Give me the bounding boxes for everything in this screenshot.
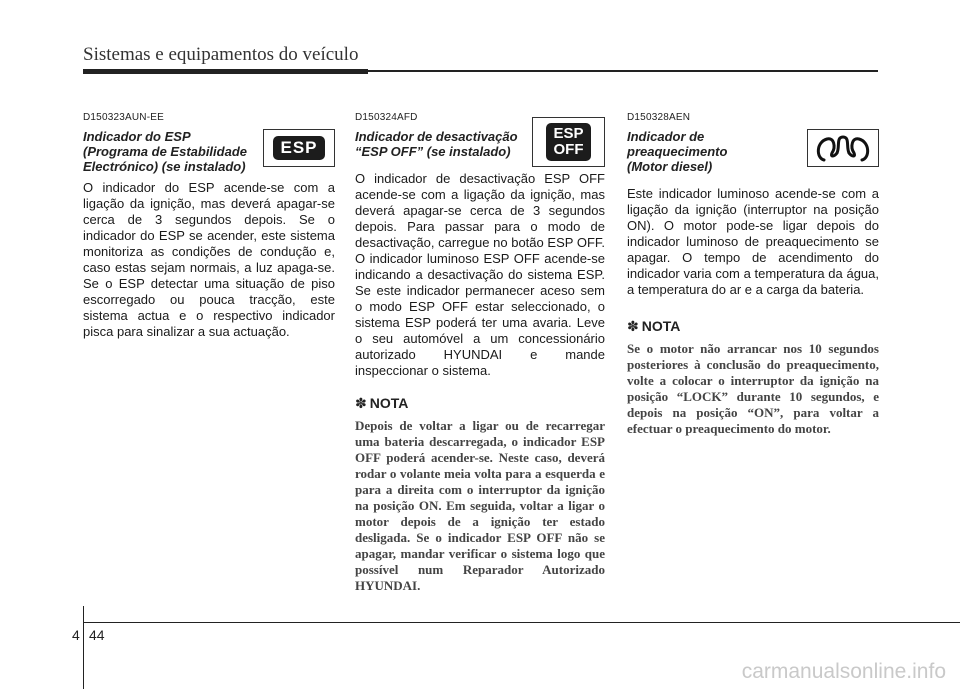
heading-row [83, 129, 335, 174]
section-code: D150324AFD [355, 112, 418, 123]
heading-row [355, 125, 605, 159]
glow-plug-icon [812, 133, 874, 163]
heading-line: “ESP OFF” (se instalado) [355, 144, 511, 159]
heading-line: preaquecimento [627, 144, 728, 159]
heading-row [627, 129, 879, 174]
esp-off-line2: OFF [553, 141, 584, 158]
section-esp [83, 112, 335, 340]
esp-off-indicator-icon [546, 123, 590, 161]
section-preheating [627, 112, 879, 437]
esp-off-line1: ESP [553, 125, 584, 142]
note-body: Se o motor não arrancar nos 10 segundos posteriores à conclusão do preaquecimento, volte a colocar o interruptor da ignição na posição “LOCK” durante 10 segundos, e depois na posição “ON”, para voltar a efectuar o preaquecimento do motor. [627, 341, 879, 436]
note-title-text: NOTA [641, 318, 681, 334]
heading-line: Electrónico) (se instalado) [83, 159, 246, 174]
heading-line: Indicador de [627, 129, 705, 144]
header-rule-thin [368, 70, 878, 72]
note-body: Depois de voltar a ligar ou de recarregar uma bateria descarregada, o indicador ESP OFF poderá acender-se. Neste caso, deverá rodar o volante meia volta para a esquerda e para a direita com o interruptor da ignição na posição ON. Em seguida, voltar a ligar o motor depois de a ignição ter estado desligada. Se o indicador ESP OFF não se apagar, mandar verificar o sistema logo que possível num Reparador Autorizado HYUNDAI. [355, 418, 605, 593]
note-title [355, 395, 605, 412]
note-title-text: NOTA [369, 395, 409, 411]
glow-plug-indicator-box [807, 129, 879, 167]
section-esp-off [355, 112, 605, 594]
section-code: D150328AEN [627, 112, 691, 123]
heading-line: Indicador do ESP [83, 129, 191, 144]
header-rule [83, 69, 368, 74]
section-code: D150323AUN-EE [83, 112, 164, 123]
esp-indicator-box [263, 129, 335, 167]
chapter-number: 4 [72, 627, 80, 643]
footer-horizontal-rule [83, 622, 960, 623]
section-body: Este indicador luminoso acende-se com a ligação da ignição (interruptor na posição ON). O motor pode-se ligar depois do indicador luminoso de preaquecimento se apagar. O tempo de acendimento do indicador varia com a temperatura da água, a temperatura do ar e a carga da bateria. [627, 186, 879, 297]
note-title [627, 318, 879, 335]
watermark: carmanualsonline.info [741, 660, 946, 683]
heading-line: Indicador de desactivação [355, 129, 518, 144]
note-star-icon: ✽ [627, 318, 639, 334]
page-number: 44 [89, 627, 105, 643]
section-body: O indicador de desactivação ESP OFF acende-se com a ligação da ignição, mas deverá apagar-se cerca de 3 segundos depois. Para passar para o modo de desactivação, carregue no botão ESP OFF. O indicador luminoso ESP OFF acende-se indicando a desactivação do sistema ESP. Se este indicador permanecer aceso sem o modo ESP OFF estar seleccionado, o sistema ESP poderá ter uma avaria. Leve o seu automóvel a um concessionário autorizado HYUNDAI e mande inspeccionar o sistema. [355, 171, 605, 378]
heading-line: (Programa de Estabilidade [83, 144, 247, 159]
footer-vertical-rule [83, 606, 84, 689]
esp-off-indicator-box [532, 117, 605, 167]
section-body: O indicador do ESP acende-se com a ligação da ignição, mas deverá apagar-se cerca de 3 segundos depois. Se o indicador do ESP se acender, este sistema monitoriza as condições de condução e, caso estas sejam normais, a luz apaga-se. Se o ESP detectar uma situação de piso escorregado ou pouca tracção, este sistema actua e o respectivo indicador pisca para sinalizar a sua actuação. [83, 180, 335, 339]
note-star-icon: ✽ [355, 395, 367, 411]
esp-indicator-icon: ESP [273, 136, 324, 160]
heading-line: (Motor diesel) [627, 159, 713, 174]
header-title: Sistemas e equipamentos do veículo [83, 44, 359, 65]
